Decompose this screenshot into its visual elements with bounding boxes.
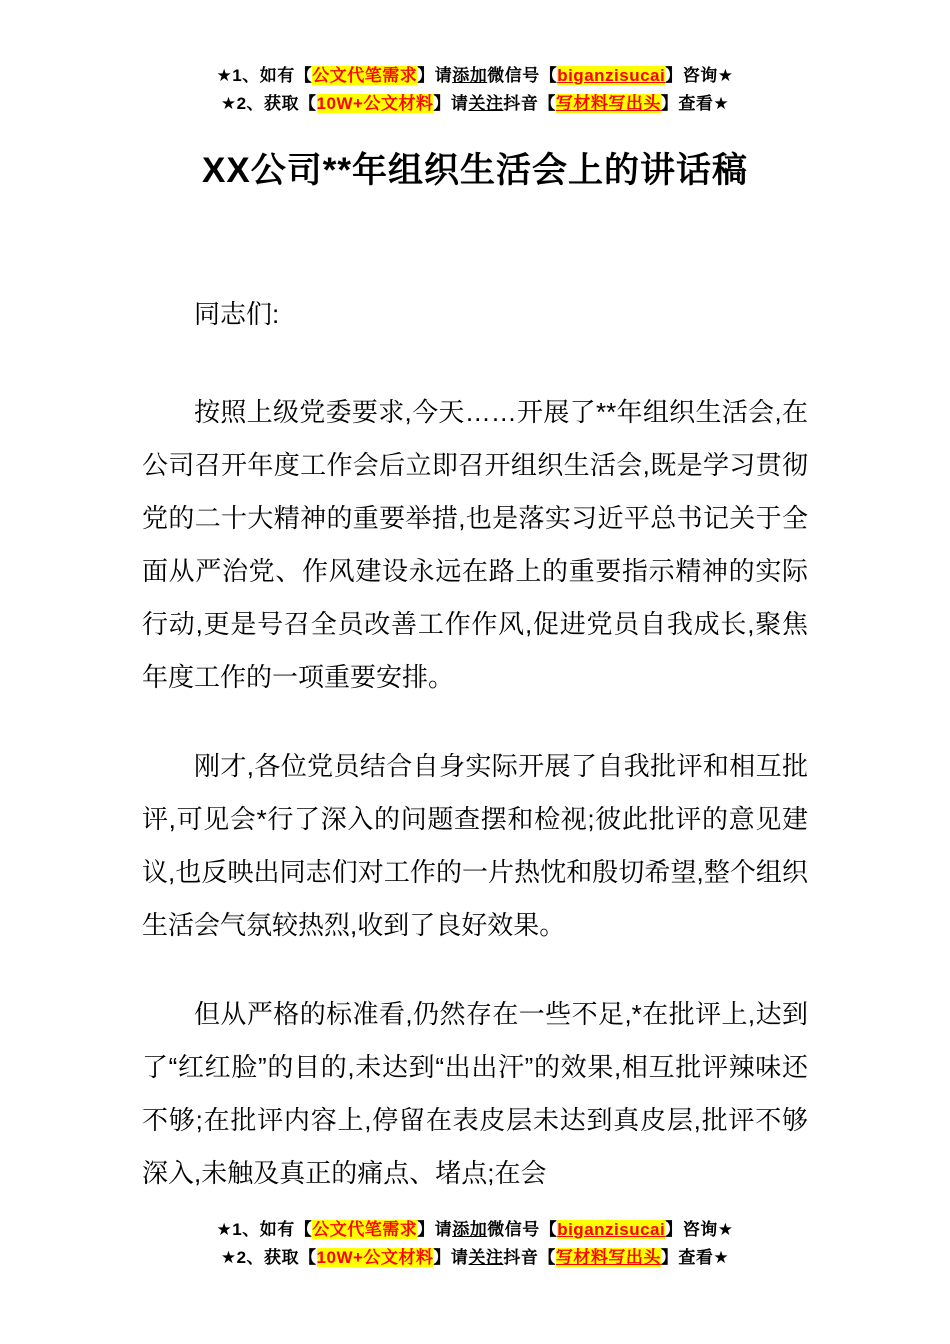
promo-text: 微信号【 (487, 1220, 558, 1239)
body-paragraph: 按照上级党委要求,今天……开展了**年组织生活会,在公司召开年度工作会后立即召开组织生活会,既是学习贯彻党的二十大精神的重要举措,也是落实习近平总书记关于全面从严治党、作风建设永远在路上的重要指示精神的实际行动,更是号召全员改善工作作风,促进党员自我成长,聚焦年度工作的一项重要安排。 (142, 397, 808, 692)
follow-action-underlined: 关注 (468, 94, 504, 113)
promo-banner-bottom (0, 1216, 950, 1272)
material-keyword-highlight: 10W+公文材料 (316, 94, 434, 113)
promo-text: ★2、获取【 (220, 1248, 317, 1267)
wechat-id-highlight: biganzisucai (557, 66, 666, 85)
douyin-id-highlight: 写材料写出头 (555, 94, 661, 113)
add-action-underlined: 添加 (452, 1220, 488, 1239)
service-keyword-highlight: 公文代笔需求 (312, 1220, 418, 1239)
promo-text: 】请 (433, 94, 469, 113)
promo-text: 抖音【 (503, 1248, 556, 1267)
promo-text: 】请 (417, 1220, 453, 1239)
material-keyword-highlight: 10W+公文材料 (316, 1248, 434, 1267)
document-body (142, 288, 808, 1236)
wechat-id-highlight: biganzisucai (557, 1220, 666, 1239)
promo-text: ★1、如有【 (216, 66, 313, 85)
promo-text: 抖音【 (503, 94, 556, 113)
salutation-paragraph: 同志们: (194, 299, 280, 329)
promo-text: 】查看★ (660, 1248, 730, 1267)
promo-text: 】咨询★ (665, 1220, 734, 1239)
promo-text: 】咨询★ (665, 66, 734, 85)
service-keyword-highlight: 公文代笔需求 (312, 66, 418, 85)
promo-text: 微信号【 (487, 66, 558, 85)
promo-banner-bottom-line-1 (0, 1216, 950, 1244)
promo-text: ★2、获取【 (220, 94, 317, 113)
promo-banner-top-line-1 (0, 62, 950, 90)
promo-text: ★1、如有【 (216, 1220, 313, 1239)
body-paragraph: 刚才,各位党员结合自身实际开展了自我批评和相互批评,可见会*行了深入的问题查摆和检视;彼此批评的意见建议,也反映出同志们对工作的一片热忱和殷切希望,整个组织生活会气氛较热烈,收到了良好效果。 (142, 751, 808, 940)
douyin-id-highlight: 写材料写出头 (555, 1248, 661, 1267)
promo-banner-bottom-line-2 (0, 1244, 950, 1272)
add-action-underlined: 添加 (452, 66, 488, 85)
promo-text: 】查看★ (660, 94, 730, 113)
follow-action-underlined: 关注 (468, 1248, 504, 1267)
body-paragraph: 但从严格的标准看,仍然存在一些不足,*在批评上,达到了“红红脸”的目的,未达到“出出汗”的效果,相互批评辣味还不够;在批评内容上,停留在表皮层未达到真皮层,批评不够深入,未触及真正的痛点、堵点;在会 (142, 999, 808, 1188)
promo-banner-top-line-2 (0, 90, 950, 118)
promo-text: 】请 (417, 66, 453, 85)
document-title: XX公司**年组织生活会上的讲话稿 (202, 151, 748, 190)
promo-banner-top (0, 62, 950, 118)
promo-text: 】请 (433, 1248, 469, 1267)
